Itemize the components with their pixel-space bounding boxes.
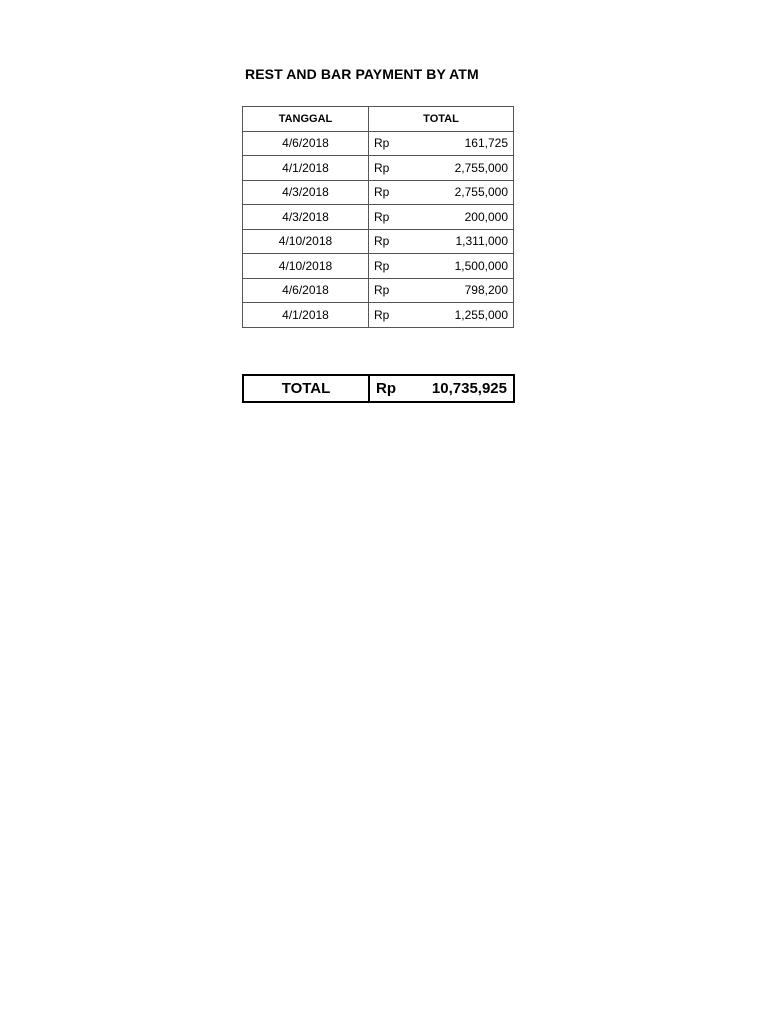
amount-value: 2,755,000 [454,160,508,175]
date-cell: 4/10/2018 [243,229,369,254]
table-row [243,229,514,254]
currency-label: Rp [374,136,390,151]
table-row [243,180,514,205]
grand-total-row [243,375,514,402]
table-row [243,156,514,181]
currency-label: Rp [374,234,390,249]
grand-total-currency: Rp [376,380,396,397]
date-cell: 4/1/2018 [243,303,369,328]
amount-cell [369,278,514,303]
amount-cell [369,156,514,181]
currency-label: Rp [374,185,390,200]
column-header-date: TANGGAL [243,107,369,132]
table-row [243,303,514,328]
amount-value: 1,311,000 [455,234,508,249]
grand-total-table [242,374,515,403]
amount-value: 2,755,000 [454,185,508,200]
table-row [243,278,514,303]
table-row [243,254,514,279]
document-title: REST AND BAR PAYMENT BY ATM [245,66,479,82]
date-cell: 4/1/2018 [243,156,369,181]
amount-cell [369,180,514,205]
grand-total-amount: 10,735,925 [431,380,507,397]
amount-cell [369,254,514,279]
payment-table [242,106,514,328]
date-cell: 4/3/2018 [243,180,369,205]
table-row [243,131,514,156]
currency-label: Rp [374,209,390,224]
table-row [243,205,514,230]
amount-value: 161,725 [464,136,508,151]
currency-label: Rp [374,307,390,322]
amount-cell [369,229,514,254]
amount-cell [369,303,514,328]
amount-value: 798,200 [464,283,508,298]
date-cell: 4/6/2018 [243,131,369,156]
currency-label: Rp [374,283,390,298]
table-header-row [243,107,514,132]
currency-label: Rp [374,160,390,175]
grand-total-value-cell [369,375,514,402]
column-header-total: TOTAL [369,107,514,132]
amount-value: 200,000 [464,209,508,224]
date-cell: 4/3/2018 [243,205,369,230]
currency-label: Rp [374,258,390,273]
date-cell: 4/6/2018 [243,278,369,303]
amount-cell [369,131,514,156]
amount-value: 1,500,000 [454,258,508,273]
date-cell: 4/10/2018 [243,254,369,279]
amount-cell [369,205,514,230]
amount-value: 1,255,000 [454,307,508,322]
grand-total-label: TOTAL [243,375,369,402]
